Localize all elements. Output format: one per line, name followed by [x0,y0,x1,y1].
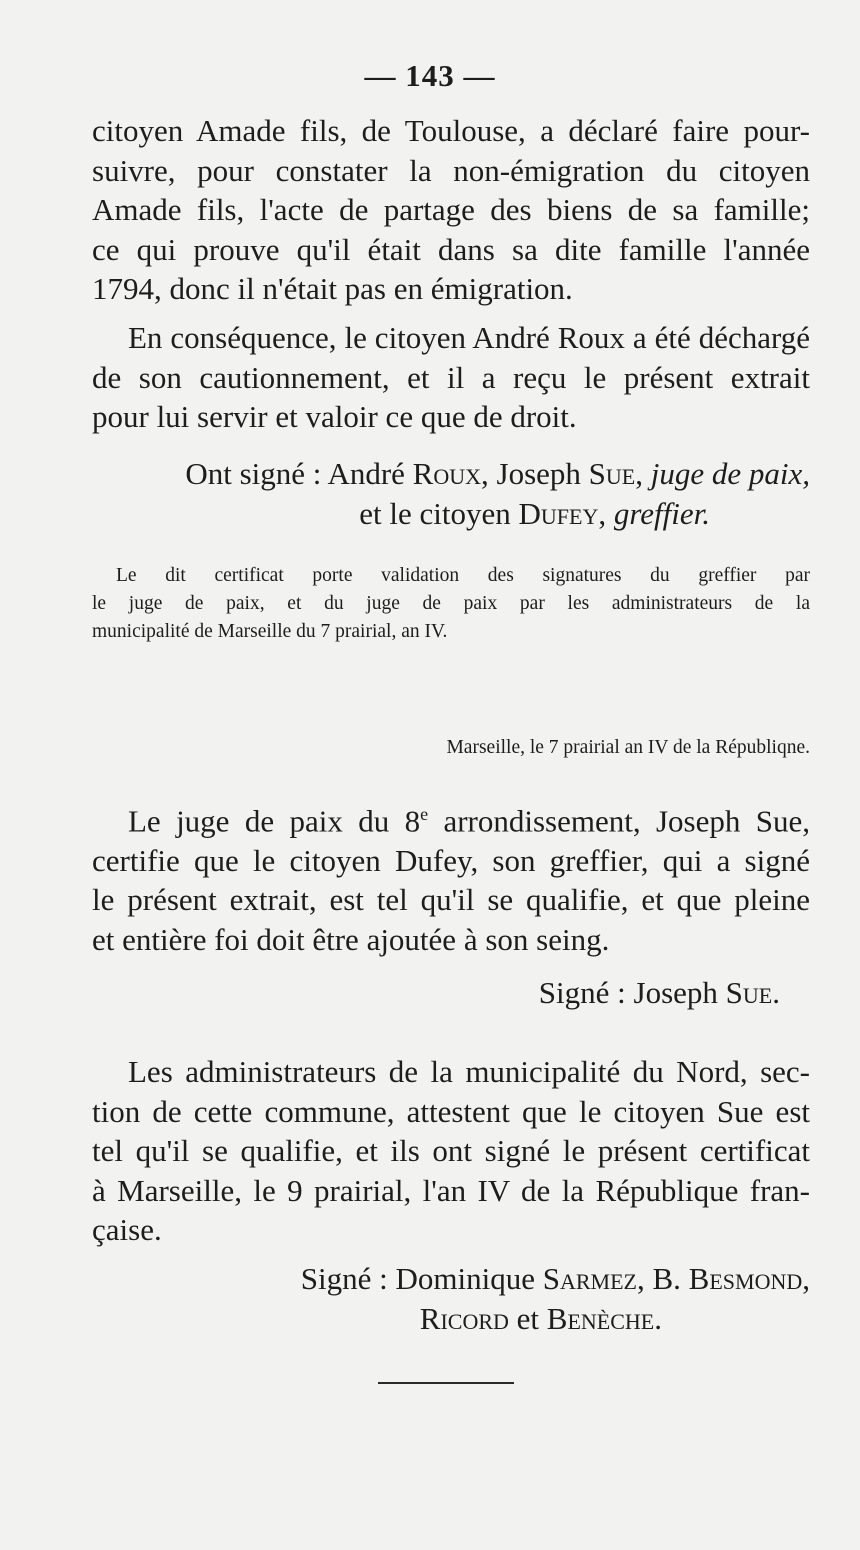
sig-text: Ont signé : André [185,456,413,491]
page-number: — 143 — [364,58,496,93]
signature-line [92,1259,810,1299]
sig-text: , [598,495,614,531]
text-line: Amade fils, l'acte de partage des biens de sa famille; [92,192,810,227]
text-line: et entière foi doit être ajoutée à son seing. [92,921,610,957]
text-segment: Le juge de paix du 8 [128,803,421,839]
paragraph-consequence [92,318,810,437]
text-line: 1794, donc il n'était pas en émigration. [92,271,573,306]
signatures-administrateurs [92,1259,810,1338]
title-juge-de-paix: juge de paix, [650,456,810,491]
sig-text: , B. [636,1261,689,1296]
signature-sue [92,973,810,1013]
sig-text: et [508,1300,547,1336]
signature-line [92,973,810,1013]
text-line: tel qu'il se qualifie, et ils ont signé le présent certificat [92,1133,810,1168]
text-line: de son cautionnement, et il a reçu le présent extrait [92,359,810,395]
title-greffier: greffier. [613,495,710,531]
paragraph-amade [92,111,810,309]
name-sue: Sue [588,456,636,491]
dateline [92,734,810,762]
name-beneche: Benèche [546,1300,655,1336]
signature-line [92,454,810,494]
text-segment: arrondissement, Joseph Sue, [428,803,811,839]
section-divider-rule [378,1382,514,1384]
text-line: le présent extrait, est tel qu'il se qualifie, et que pleine [92,882,810,918]
signatures-roux-sue [92,454,810,533]
text-line: En conséquence, le citoyen André Roux a été déchargé [128,320,810,355]
text-line: ce qui prouve qu'il était dans sa dite famille l'année [92,231,810,267]
sig-text: , [635,456,651,491]
text-line: municipalité de Marseille du 7 prairial, an IV. [92,621,448,642]
text-line [92,795,810,841]
note-certificat [92,562,810,646]
sig-text: . [654,1300,662,1336]
name-ricord: Ricord [419,1300,509,1336]
sig-text: Signé : Dominique [300,1261,543,1296]
text-line: Le dit certificat porte validation des signatures du greffier par [116,565,810,586]
text-line: tion de cette commune, attestent que le citoyen Sue est [92,1093,810,1129]
paragraph-administrateurs [92,1052,810,1250]
superscript: e [420,804,429,824]
name-dufey: Dufey [518,495,599,531]
sig-text: , [802,1261,810,1296]
name-besmond: Besmond [688,1261,803,1296]
text-line: à Marseille, le 9 prairial, l'an IV de la République fran- [92,1172,810,1208]
name-roux: Roux [412,456,482,491]
sig-text: Signé : Joseph [538,975,726,1010]
dateline-text: Marseille, le 7 prairial an IV de la Républiqne. [446,737,810,758]
text-line: pour lui servir et valoir ce que de droit. [92,399,577,434]
sig-text: . [772,975,780,1010]
signature-line [92,1299,810,1339]
text-line: Les administrateurs de la municipalité du Nord, sec- [128,1054,810,1089]
text-line: çaise. [92,1212,162,1247]
text-line: suivre, pour constater la non-émigration du citoyen [92,152,810,188]
sig-text: , Joseph [481,456,589,491]
signature-line [92,494,810,534]
text-line: le juge de paix, et du juge de paix par les administrateurs de la [92,593,810,614]
text-line: citoyen Amade fils, de Toulouse, a déclaré faire pour- [92,113,810,148]
name-sarmez: Sarmez [542,1261,637,1296]
text-line: certifie que le citoyen Dufey, son greffier, qui a signé [92,842,810,878]
paragraph-juge-de-paix [92,795,810,959]
sig-text: et le citoyen [359,495,519,531]
name-sue: Sue [725,975,773,1010]
